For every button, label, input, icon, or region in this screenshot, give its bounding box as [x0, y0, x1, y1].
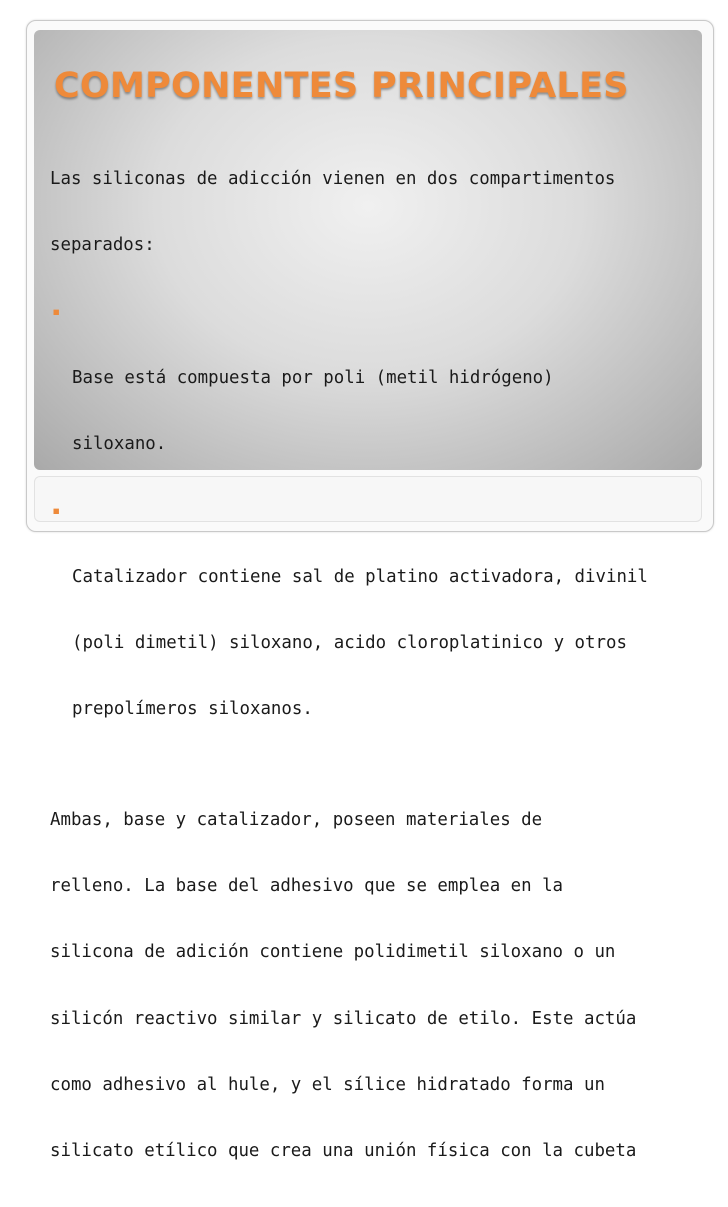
bullet-item-base [50, 301, 690, 500]
text-line: Ambas, base y catalizador, poseen materiales de [50, 809, 543, 830]
text-line: siloxano. [72, 434, 167, 455]
text-line: como adhesivo al hule, y el sílice hidratado forma un [50, 1075, 605, 1096]
intro-paragraph [50, 124, 690, 301]
text-line: silicona de adición contiene polidimetil siloxano o un [50, 942, 616, 963]
text-line: Catalizador contiene sal de platino activadora, divinil [72, 566, 648, 587]
text-line: Base está compuesta por poli (metil hidrógeno) [72, 368, 554, 389]
text-line: silicato etílico que crea una unión física con la cubeta [50, 1141, 637, 1162]
text-line: separados: [50, 235, 155, 256]
bullet-icon: ▪ [52, 303, 61, 320]
text-line: silicón reactivo similar y silicato de etilo. Este actúa [50, 1008, 637, 1029]
slide-title: COMPONENTES PRINCIPALES [54, 66, 629, 106]
slide-body [50, 124, 690, 1207]
text-line: prepolímeros siloxanos. [72, 699, 313, 720]
text-line: (poli dimetil) siloxano, acido cloroplatinico y otros [72, 633, 627, 654]
bullet-icon: ▪ [52, 502, 61, 519]
text-line: relleno. La base del adhesivo que se emplea en la [50, 876, 564, 897]
closing-paragraph [50, 765, 690, 1207]
text-line: Las siliconas de adicción vienen en dos compartimentos [50, 169, 616, 190]
bullet-item-catalizador [50, 500, 690, 765]
